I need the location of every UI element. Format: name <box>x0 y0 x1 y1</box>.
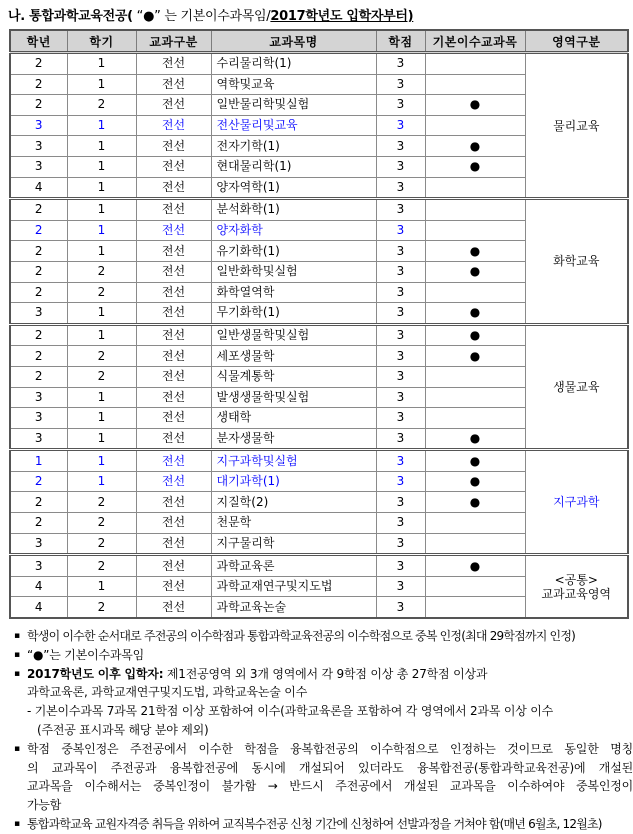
area-label: 물리교육 <box>553 118 600 133</box>
semester-cell: 1 <box>67 303 136 325</box>
semester-cell: 2 <box>67 346 136 367</box>
credits-cell: 3 <box>376 597 425 618</box>
category-cell: 전선 <box>136 471 211 492</box>
basic-course-cell <box>425 346 525 367</box>
basic-course-cell <box>425 408 525 429</box>
course-name-cell: 천문학 <box>211 513 376 534</box>
course-name-cell: 역학및교육 <box>211 74 376 95</box>
column-header: 교과구분 <box>136 30 211 53</box>
course-name-cell: 전산물리및교육 <box>211 115 376 136</box>
basic-course-cell <box>425 261 525 282</box>
credits-cell: 3 <box>376 428 425 450</box>
category-cell: 전선 <box>136 261 211 282</box>
area-label: 지구과학 <box>553 495 600 510</box>
area-label: 화학교육 <box>553 254 600 269</box>
credits-cell: 3 <box>376 261 425 282</box>
course-name-cell: 전자기학(1) <box>211 136 376 157</box>
filled-circle-icon: ● <box>469 305 481 320</box>
category-cell: 전선 <box>136 324 211 346</box>
credits-cell: 3 <box>376 533 425 555</box>
credits-cell: 3 <box>376 53 425 75</box>
basic-course-cell <box>425 576 525 597</box>
area-cell <box>525 555 628 618</box>
grade-cell: 3 <box>10 387 67 408</box>
basic-course-cell <box>425 324 525 346</box>
course-row <box>10 53 628 75</box>
basic-course-cell <box>425 74 525 95</box>
basic-course-cell <box>425 428 525 450</box>
basic-course-cell <box>425 241 525 262</box>
category-cell: 전선 <box>136 555 211 577</box>
category-cell: 전선 <box>136 428 211 450</box>
grade-cell: 2 <box>10 261 67 282</box>
area-label: 생물교육 <box>553 380 600 394</box>
basic-course-cell <box>425 366 525 387</box>
basic-course-cell <box>425 220 525 241</box>
grade-cell: 3 <box>10 408 67 429</box>
note-text: (주전공 표시과목 해당 분야 제외) <box>37 723 209 738</box>
credits-cell: 3 <box>376 282 425 303</box>
note-text: 2017학년도 이후 입학자: 제1전공영역 외 3개 영역에서 각 9학점 이상 총 27학점 이상과 <box>27 666 488 681</box>
area-cell <box>525 450 628 555</box>
note-text: 교과목을 이수해서는 중복인정이 불가함 → 반드시 주전공에서 개설된 교과목을 이수하여야 중복인정이 <box>27 779 633 794</box>
semester-cell: 1 <box>67 450 136 472</box>
course-name-cell: 무기화학(1) <box>211 303 376 325</box>
basic-course-cell <box>425 533 525 555</box>
semester-cell: 1 <box>67 408 136 429</box>
footnotes <box>8 627 633 834</box>
basic-course-cell <box>425 282 525 303</box>
grade-cell: 3 <box>10 533 67 555</box>
category-cell: 전선 <box>136 95 211 116</box>
course-name-cell: 양자화학 <box>211 220 376 241</box>
column-header: 학기 <box>67 30 136 53</box>
credits-cell: 3 <box>376 115 425 136</box>
course-name-cell: 분석화학(1) <box>211 199 376 221</box>
course-name-cell: 화학열역학 <box>211 282 376 303</box>
grade-cell: 2 <box>10 366 67 387</box>
column-header: 학점 <box>376 30 425 53</box>
grade-cell: 2 <box>10 492 67 513</box>
filled-circle-icon: ● <box>469 97 481 112</box>
semester-cell: 1 <box>67 471 136 492</box>
basic-course-cell <box>425 303 525 325</box>
grade-cell: 4 <box>10 177 67 199</box>
category-cell: 전선 <box>136 597 211 618</box>
square-bullet-icon: ▪ <box>14 743 20 754</box>
note-line <box>8 683 633 702</box>
credits-cell: 3 <box>376 74 425 95</box>
basic-course-cell <box>425 115 525 136</box>
filled-circle-icon: ● <box>469 138 481 153</box>
category-cell: 전선 <box>136 74 211 95</box>
course-name-cell: 분자생물학 <box>211 428 376 450</box>
course-name-cell: 과학교육론 <box>211 555 376 577</box>
title-prefix: 나. 통합과학교육전공( <box>8 9 133 24</box>
credits-cell: 3 <box>376 177 425 199</box>
semester-cell: 2 <box>67 366 136 387</box>
note-line <box>8 721 633 740</box>
course-name-cell: 대기과학(1) <box>211 471 376 492</box>
category-cell: 전선 <box>136 53 211 75</box>
grade-cell: 3 <box>10 555 67 577</box>
curriculum-table <box>9 29 629 619</box>
note-text: 학점 중복인정은 주전공에서 이수한 학점을 융복합전공의 이수학점으로 인정하는 것이므로 동일한 명칭 <box>27 741 633 756</box>
semester-cell: 2 <box>67 492 136 513</box>
course-name-cell: 현대물리학(1) <box>211 156 376 177</box>
credits-cell: 3 <box>376 156 425 177</box>
basic-course-cell <box>425 53 525 75</box>
grade-cell: 4 <box>10 576 67 597</box>
semester-cell: 2 <box>67 261 136 282</box>
basic-course-cell <box>425 450 525 472</box>
grade-cell: 1 <box>10 450 67 472</box>
grade-cell: 3 <box>10 428 67 450</box>
credits-cell: 3 <box>376 241 425 262</box>
semester-cell: 1 <box>67 576 136 597</box>
basic-course-cell <box>425 387 525 408</box>
square-bullet-icon: ▪ <box>14 631 20 642</box>
grade-cell: 3 <box>10 156 67 177</box>
square-bullet-icon: ▪ <box>14 649 20 660</box>
course-name-cell: 세포생물학 <box>211 346 376 367</box>
note-text: 의 교과목이 주전공과 융복합전공에 동시에 개설되어 있더라도 융복합전공(통합과학교육전공)에 개설된 <box>27 760 633 775</box>
course-name-cell: 유기화학(1) <box>211 241 376 262</box>
filled-circle-icon: ● <box>469 453 481 468</box>
semester-cell: 2 <box>67 597 136 618</box>
note-text: - 기본이수과목 7과목 21학점 이상 포함하여 이수(과학교육론을 포함하여 각 영역에서 2과목 이상 이수 <box>27 704 554 719</box>
course-name-cell: 생태학 <box>211 408 376 429</box>
note-text: 가능함 <box>27 798 62 813</box>
credits-cell: 3 <box>376 555 425 577</box>
course-row <box>10 324 628 346</box>
category-cell: 전선 <box>136 115 211 136</box>
note-text: “●”는 기본이수과목임 <box>27 647 145 662</box>
course-row <box>10 199 628 221</box>
semester-cell: 1 <box>67 156 136 177</box>
credits-cell: 3 <box>376 366 425 387</box>
grade-cell: 2 <box>10 74 67 95</box>
course-row <box>10 555 628 577</box>
semester-cell: 1 <box>67 324 136 346</box>
filled-circle-icon: ● <box>469 494 481 509</box>
basic-course-cell <box>425 95 525 116</box>
grade-cell: 3 <box>10 303 67 325</box>
course-name-cell: 식물계통학 <box>211 366 376 387</box>
category-cell: 전선 <box>136 220 211 241</box>
grade-cell: 3 <box>10 115 67 136</box>
basic-course-cell <box>425 199 525 221</box>
note-line <box>8 759 633 778</box>
grade-cell: 2 <box>10 513 67 534</box>
note-line <box>8 815 633 834</box>
filled-circle-icon: ● <box>469 264 481 279</box>
grade-cell: 2 <box>10 53 67 75</box>
course-name-cell: 일반물리학및실험 <box>211 95 376 116</box>
filled-circle-icon: ● <box>469 348 481 363</box>
basic-course-cell <box>425 471 525 492</box>
area-cell <box>525 53 628 199</box>
basic-course-cell <box>425 156 525 177</box>
table-header-row <box>10 30 628 53</box>
square-bullet-icon: ▪ <box>14 819 20 829</box>
basic-course-cell <box>425 177 525 199</box>
area-cell <box>525 199 628 325</box>
category-cell: 전선 <box>136 303 211 325</box>
category-cell: 전선 <box>136 576 211 597</box>
credits-cell: 3 <box>376 513 425 534</box>
credits-cell: 3 <box>376 303 425 325</box>
category-cell: 전선 <box>136 346 211 367</box>
semester-cell: 2 <box>67 533 136 555</box>
note-text: 과학교육론, 과학교재연구및지도법, 과학교육논술 이수 <box>27 685 308 700</box>
area-label: 교과교육영역 <box>541 586 612 601</box>
note-line <box>8 665 633 684</box>
note-line <box>8 777 633 796</box>
course-name-cell: 일반화학및실험 <box>211 261 376 282</box>
grade-cell: 2 <box>10 324 67 346</box>
filled-circle-icon: ● <box>469 430 481 445</box>
semester-cell: 1 <box>67 220 136 241</box>
filled-circle-icon: ● <box>469 474 481 489</box>
semester-cell: 1 <box>67 199 136 221</box>
course-name-cell: 수리물리학(1) <box>211 53 376 75</box>
title-effective-date: 2017학년도 입학자부터) <box>270 9 414 24</box>
credits-cell: 3 <box>376 346 425 367</box>
course-name-cell: 양자역학(1) <box>211 177 376 199</box>
grade-cell: 2 <box>10 95 67 116</box>
semester-cell: 1 <box>67 428 136 450</box>
semester-cell: 2 <box>67 513 136 534</box>
grade-cell: 3 <box>10 136 67 157</box>
credits-cell: 3 <box>376 471 425 492</box>
filled-circle-icon: ● <box>469 558 481 573</box>
grade-cell: 2 <box>10 241 67 262</box>
credits-cell: 3 <box>376 324 425 346</box>
semester-cell: 1 <box>67 115 136 136</box>
credits-cell: 3 <box>376 492 425 513</box>
course-name-cell: 과학교재연구및지도법 <box>211 576 376 597</box>
basic-course-cell <box>425 513 525 534</box>
column-header: 영역구분 <box>525 30 628 53</box>
credits-cell: 3 <box>376 387 425 408</box>
grade-cell: 2 <box>10 282 67 303</box>
note-text: 통합과학교육 교원자격증 취득을 위하여 교직복수전공 신청 기간에 신청하여 선발과정을 거쳐야 함(매년 6월초, 12월초) <box>27 817 602 831</box>
course-name-cell: 지질학(2) <box>211 492 376 513</box>
credits-cell: 3 <box>376 408 425 429</box>
note-line <box>8 796 633 815</box>
area-label: <공통> <box>554 572 598 587</box>
category-cell: 전선 <box>136 177 211 199</box>
note-line <box>8 702 633 721</box>
semester-cell: 1 <box>67 387 136 408</box>
category-cell: 전선 <box>136 282 211 303</box>
course-name-cell: 과학교육논술 <box>211 597 376 618</box>
category-cell: 전선 <box>136 241 211 262</box>
semester-cell: 2 <box>67 95 136 116</box>
title-legend: “●” 는 기본이수과목임/ <box>132 9 271 24</box>
semester-cell: 1 <box>67 136 136 157</box>
category-cell: 전선 <box>136 136 211 157</box>
semester-cell: 2 <box>67 282 136 303</box>
filled-circle-icon: ● <box>469 328 481 343</box>
course-name-cell: 지구과학및실험 <box>211 450 376 472</box>
category-cell: 전선 <box>136 156 211 177</box>
semester-cell: 2 <box>67 555 136 577</box>
area-cell <box>525 324 628 450</box>
course-name-cell: 발생생물학및실험 <box>211 387 376 408</box>
note-text: 학생이 이수한 순서대로 주전공의 이수학점과 통합과학교육전공의 이수학점으로 중복 인정(최대 29학점까지 인정) <box>27 629 576 644</box>
credits-cell: 3 <box>376 199 425 221</box>
note-line <box>8 646 633 665</box>
basic-course-cell <box>425 597 525 618</box>
category-cell: 전선 <box>136 408 211 429</box>
category-cell: 전선 <box>136 387 211 408</box>
semester-cell: 1 <box>67 74 136 95</box>
category-cell: 전선 <box>136 450 211 472</box>
column-header: 학년 <box>10 30 67 53</box>
category-cell: 전선 <box>136 513 211 534</box>
note-line <box>8 627 633 646</box>
course-name-cell: 일반생물학및실험 <box>211 324 376 346</box>
credits-cell: 3 <box>376 450 425 472</box>
basic-course-cell <box>425 136 525 157</box>
credits-cell: 3 <box>376 220 425 241</box>
filled-circle-icon: ● <box>469 159 481 174</box>
category-cell: 전선 <box>136 492 211 513</box>
grade-cell: 4 <box>10 597 67 618</box>
grade-cell: 2 <box>10 199 67 221</box>
column-header: 교과목명 <box>211 30 376 53</box>
grade-cell: 2 <box>10 471 67 492</box>
credits-cell: 3 <box>376 576 425 597</box>
category-cell: 전선 <box>136 199 211 221</box>
course-row <box>10 450 628 472</box>
basic-course-cell <box>425 492 525 513</box>
page-title <box>8 5 631 24</box>
credits-cell: 3 <box>376 95 425 116</box>
credits-cell: 3 <box>376 136 425 157</box>
filled-circle-icon: ● <box>469 243 481 258</box>
note-line <box>8 740 633 759</box>
grade-cell: 2 <box>10 346 67 367</box>
column-header: 기본이수교과목 <box>425 30 525 53</box>
category-cell: 전선 <box>136 533 211 555</box>
course-name-cell: 지구물리학 <box>211 533 376 555</box>
square-bullet-icon: ▪ <box>14 668 20 679</box>
category-cell: 전선 <box>136 366 211 387</box>
grade-cell: 2 <box>10 220 67 241</box>
semester-cell: 1 <box>67 53 136 75</box>
semester-cell: 1 <box>67 241 136 262</box>
semester-cell: 1 <box>67 177 136 199</box>
basic-course-cell <box>425 555 525 577</box>
